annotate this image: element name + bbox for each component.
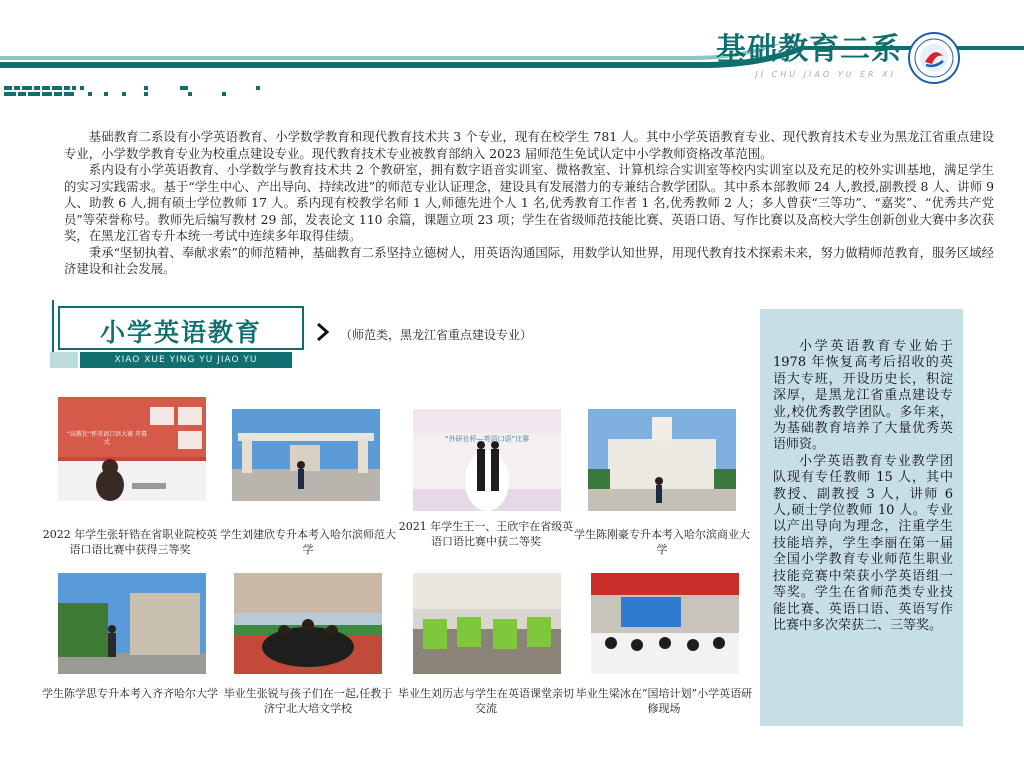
section-note: （师范类，黑龙江省重点建设专业） <box>340 328 533 342</box>
photo-english-classroom <box>413 573 561 674</box>
pixel-pattern-decoration <box>4 86 274 98</box>
photo-national-training-program <box>591 573 739 674</box>
section-bar-decoration <box>50 352 78 368</box>
section-pinyin: XIAO XUE YING YU JIAO YU <box>80 352 292 368</box>
program-description <box>773 339 953 634</box>
photo-banner-text: “外研社杯—英语口语”比赛 <box>444 435 530 443</box>
photo-banner-text: “高教社”杯英语口语大赛 开幕式 <box>66 431 148 446</box>
photo-speech-contest <box>58 397 206 501</box>
section-title-box <box>58 306 304 350</box>
photo-caption: 学生陈刚豪专升本考入哈尔滨商业大学 <box>574 528 750 556</box>
chevron-right-icon <box>316 322 330 342</box>
photo-caption: 学生刘建欣专升本考入哈尔滨师范大学 <box>220 528 396 556</box>
department-title: 基础教育二系 <box>716 32 902 67</box>
department-pinyin: JI CHU JIAO YU ER XI <box>755 70 896 79</box>
photo-caption: 2022 年学生张轩锆在省职业院校英语口语比赛中获得三等奖 <box>42 528 218 556</box>
photo-oral-contest <box>413 409 561 511</box>
photo-caption: 2021 年学生王一、王欣宇在省级英语口语比赛中获二等奖 <box>398 520 574 548</box>
program-description-panel <box>760 309 963 726</box>
intro-paragraph: 系内设有小学英语教育、小学数学与教育技术共 2 个教研室，拥有数字语音实训室、微格教室、计算机综合实训室等校内实训室以及充足的校外实训基地，满足学生的实习实践需求。基于“学生中心、产出导向、持续改进”的师范专业认证理念，建设具有发展潜力的专兼结合教学团队。其中系本部教师 24 人,教授,副教授 8 人、讲师 9 人、助教 6 人,拥有硕士学位教师 17 人。系内现有校教学名师 1 人,师德先进个人 1 名,优秀教育工作者 1 名,优秀教师 2 人；多人曾获“三等功”、“嘉奖”、“优秀共产党员”等荣誉称号。教师先后编写教材 29 部，发表论文 110 余篇，课题立项 23 项；学生在省级师范技能比赛、英语口语、写作比赛以及高校大学生创新创业大赛中多次获奖，在黑龙江省专升本统一考试中连续多年取得佳绩。 <box>64 162 994 243</box>
photo-teacher-with-children <box>234 573 382 674</box>
photo-caption: 毕业生张锐与孩子们在一起,任教于济宁北大培文学校 <box>223 687 393 715</box>
photo-qiqihar-university <box>58 573 206 674</box>
department-introduction <box>64 129 994 278</box>
photo-caption: 毕业生刘历志与学生在英语课堂亲切交流 <box>398 687 574 715</box>
side-paragraph: 小学英语教育专业教学团队现有专任教师 15 人，其中教授、副教授 3 人，讲师 6 人,硕士学位教师 10 人。专业以产出导向为理念，注重学生技能培养，学生李丽在第一届全国小学教育专业师范生职业技能竞赛中荣获小学英语组一等奖。学生在省师范类专业技能比赛、英语口语、英语写作比赛中多次荣获二、三等奖。 <box>773 453 953 633</box>
photo-campus-gate <box>232 409 380 501</box>
college-logo-icon <box>908 32 960 84</box>
intro-paragraph: 秉承“坚韧执着、奉献求索”的师范精神，基础教育二系坚持立德树人，用英语沟通国际，用数学认知世界，用现代教育技术探索未来，努力做精师范教育，服务区域经济建设和社会发展。 <box>64 244 994 276</box>
side-paragraph: 小学英语教育专业始于 1978 年恢复高考后招收的英语大专班，开设历史长，积淀深厚，是黑龙江省重点建设专业,校优秀教学团队。多年来，为基础教育培养了大量优秀英语师资。 <box>773 339 953 453</box>
section-title: 小学英语教育 <box>99 318 262 347</box>
photo-university-building <box>588 409 736 511</box>
intro-paragraph: 基础教育二系设有小学英语教育、小学数学教育和现代教育技术共 3 个专业，现有在校学生 781 人。其中小学英语教育专业、现代教育技术专业为黑龙江省重点建设专业，小学数学教育专业为校重点建设专业。现代教育技术专业被教育部纳入 2023 届师范生免试认定中小学教师资格改革范围。 <box>64 129 994 161</box>
photo-caption: 学生陈学思专升本考入齐齐哈尔大学 <box>42 687 218 700</box>
photo-caption: 毕业生梁冰在“国培计划”小学英语研修现场 <box>575 687 753 715</box>
